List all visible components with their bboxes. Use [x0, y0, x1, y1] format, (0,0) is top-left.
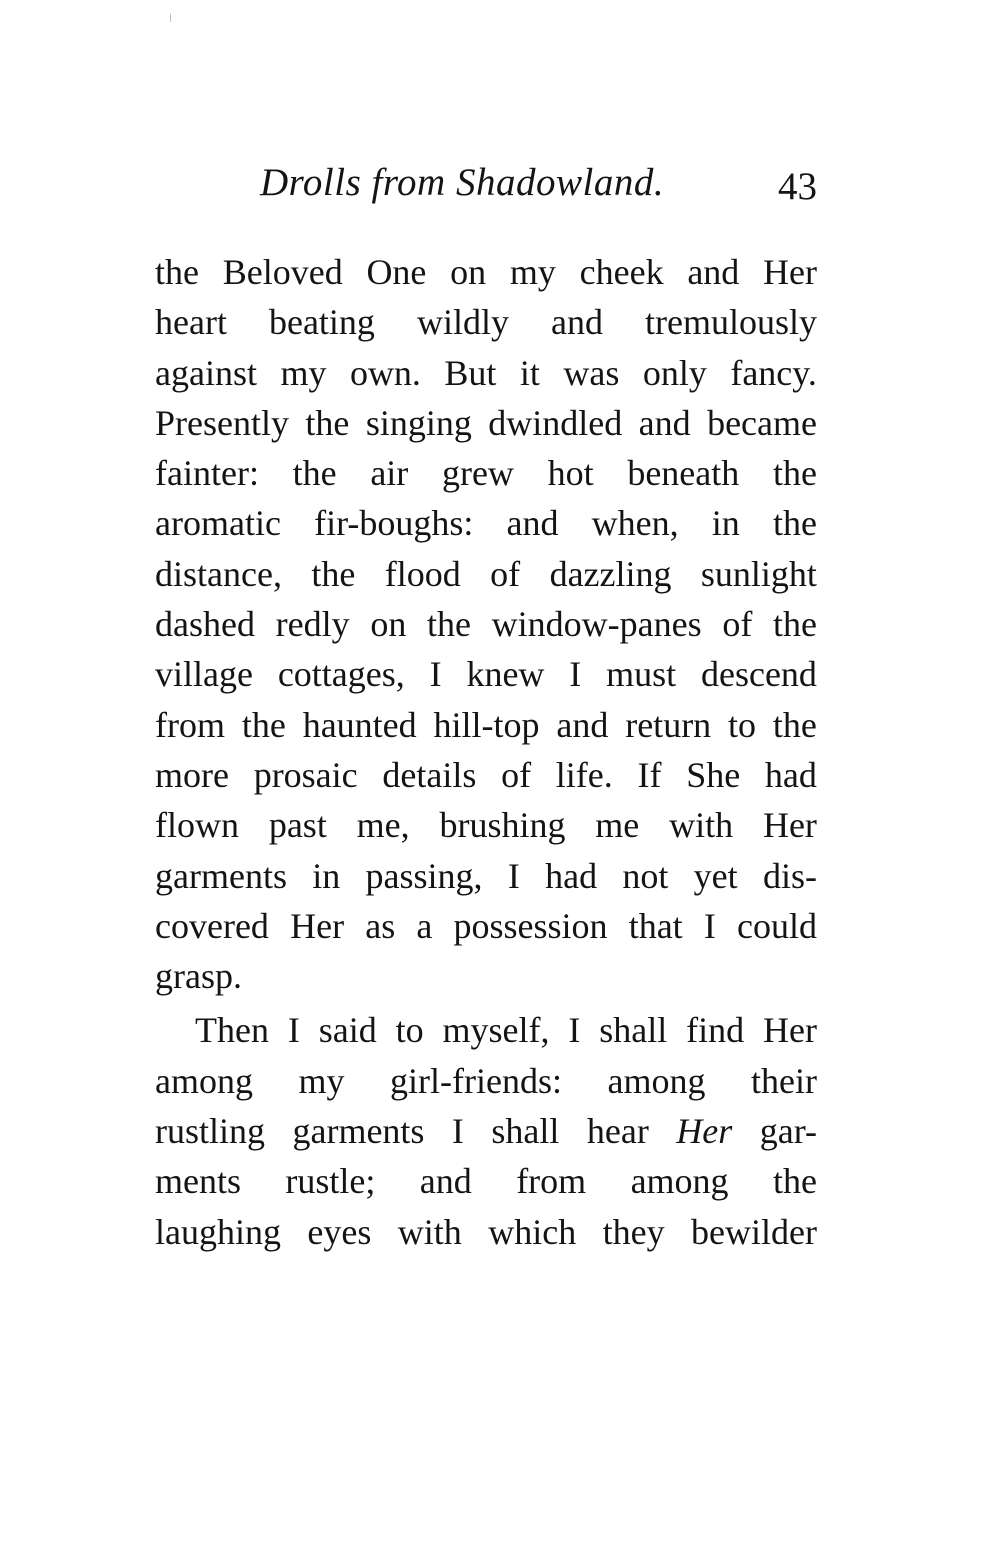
word: Presently [155, 402, 289, 443]
word: and [687, 252, 740, 292]
word: singing [365, 402, 472, 443]
text-line [155, 599, 817, 649]
word: haunted [302, 704, 417, 745]
running-title: Drolls from Shadowland. [260, 161, 665, 204]
word: the [772, 453, 817, 494]
word: laughing [155, 1211, 281, 1252]
word: yet [693, 855, 738, 896]
word: Her [290, 905, 345, 946]
word: I [569, 654, 582, 695]
word: not [622, 855, 669, 896]
word: among [155, 1060, 253, 1101]
word: grew [441, 453, 514, 494]
word: more [155, 754, 229, 795]
word: that [628, 905, 683, 946]
word: among [607, 1060, 706, 1101]
word: my [298, 1060, 345, 1101]
word: dashed [155, 604, 255, 645]
word: became [707, 402, 817, 443]
word: as [365, 905, 396, 946]
word: I [703, 905, 716, 946]
word: cottages, [277, 654, 405, 695]
word: with [397, 1211, 462, 1252]
word: the [241, 704, 286, 745]
word: hill-top [433, 704, 540, 745]
word: aromatic [155, 503, 281, 544]
text-line [155, 800, 817, 850]
word: I [287, 1010, 300, 1051]
word: Her [763, 252, 817, 292]
text-line [155, 297, 817, 347]
word: descend [700, 654, 817, 695]
text-line [155, 448, 817, 498]
word: past [268, 805, 327, 846]
word: rustle; [285, 1161, 376, 1202]
word: and [419, 1161, 472, 1202]
word: dis- [762, 855, 817, 896]
word: dwindled [488, 402, 623, 443]
word: must [606, 654, 677, 695]
text-line [155, 398, 817, 448]
word: garments [292, 1111, 425, 1152]
word: they [602, 1211, 665, 1252]
word: own. [349, 352, 421, 393]
word: Beloved [222, 252, 343, 292]
word: Her [762, 805, 817, 846]
text-line [155, 498, 817, 548]
word: the [427, 604, 471, 645]
word: their [751, 1060, 817, 1101]
word: when, [591, 503, 679, 544]
word: was [563, 352, 620, 393]
word: prosaic [253, 754, 358, 795]
word: passing, [365, 855, 483, 896]
word: the [155, 252, 199, 292]
word: the [772, 503, 817, 544]
word: I [451, 1111, 464, 1152]
word: and [556, 704, 609, 745]
word: hot [547, 453, 594, 494]
word: with [669, 805, 734, 846]
word: fancy. [730, 352, 817, 393]
word: garments [155, 855, 287, 896]
word: a [416, 905, 433, 946]
word: fir-boughs: [314, 503, 474, 544]
word: on [450, 252, 487, 292]
word: from [155, 704, 225, 745]
word: But [444, 352, 497, 393]
word: Her [676, 1111, 733, 1152]
text-line [155, 649, 817, 699]
word: She [686, 754, 741, 795]
text-line [155, 700, 817, 750]
word: and [638, 402, 691, 443]
text-line [155, 1156, 817, 1206]
word: return [625, 704, 712, 745]
word: the [772, 704, 817, 745]
text-line [155, 1207, 817, 1257]
word: myself, [442, 1010, 550, 1051]
text-line [155, 851, 817, 901]
text-line [155, 1056, 817, 1106]
word: my [509, 252, 556, 292]
scan-speck [170, 14, 171, 22]
word: of [501, 754, 532, 795]
text-line [155, 247, 817, 297]
word: to [728, 704, 757, 745]
word: it [519, 352, 540, 393]
word: flown [155, 805, 239, 846]
body-text [155, 247, 817, 1257]
word: hear [586, 1111, 649, 1152]
word: gar- [759, 1111, 817, 1152]
word: One [366, 252, 427, 292]
word: from [516, 1161, 587, 1202]
word: could [737, 905, 817, 946]
word: distance, [155, 553, 282, 594]
word: and [550, 302, 603, 343]
word: only [642, 352, 707, 393]
word: me [595, 805, 640, 846]
word: possession [453, 905, 608, 946]
word: find [686, 1010, 745, 1051]
word: tremulously [644, 302, 817, 343]
word: in [312, 855, 341, 896]
word: ments [155, 1161, 241, 1202]
text-line [155, 1005, 817, 1055]
word: rustling [155, 1111, 266, 1152]
text-line [155, 549, 817, 599]
text-line [155, 348, 817, 398]
word: had [764, 754, 817, 795]
text-line [155, 951, 817, 1001]
word: air [370, 453, 409, 494]
word: Then [195, 1010, 269, 1051]
word: eyes [307, 1211, 372, 1252]
word: village [155, 654, 253, 695]
word: grasp. [155, 956, 242, 997]
word: against [155, 352, 257, 393]
word: the [292, 453, 337, 494]
text-line [155, 1106, 817, 1156]
word: in [711, 503, 740, 544]
word: beneath [627, 453, 740, 494]
page-header [155, 160, 817, 220]
word: knew [466, 654, 545, 695]
word: and [506, 503, 559, 544]
word: bewilder [691, 1211, 817, 1252]
word: Her [762, 1010, 817, 1051]
word: the [772, 1161, 817, 1202]
word: window-panes [491, 604, 702, 645]
word: fainter: [155, 453, 259, 494]
word: I [429, 654, 442, 695]
word: of [722, 604, 753, 645]
word: beating [268, 302, 375, 343]
word: cheek [579, 252, 664, 292]
word: on [370, 604, 407, 645]
word: me, [356, 805, 410, 846]
word: brushing [439, 805, 566, 846]
word: to [395, 1010, 424, 1051]
word: said [318, 1010, 377, 1051]
word: heart [155, 302, 227, 343]
word: among [630, 1161, 729, 1202]
word: I [568, 1010, 581, 1051]
word: my [280, 352, 327, 393]
word: the [305, 402, 350, 443]
word: redly [275, 604, 350, 645]
word: the [311, 553, 356, 594]
word: of [490, 553, 521, 594]
word: covered [155, 905, 269, 946]
text-line [155, 750, 817, 800]
page-number: 43 [778, 165, 817, 208]
word: flood [384, 553, 461, 594]
word: wildly [416, 302, 509, 343]
word: the [773, 604, 817, 645]
word: girl-friends: [390, 1060, 562, 1101]
word: details [382, 754, 477, 795]
word: dazzling [549, 553, 672, 594]
word: sunlight [700, 553, 817, 594]
word: shall [491, 1111, 560, 1152]
word: life. [555, 754, 613, 795]
text-line [155, 901, 817, 951]
word: If [637, 754, 662, 795]
word: shall [599, 1010, 668, 1051]
word: had [545, 855, 598, 896]
word: I [507, 855, 520, 896]
word: which [488, 1211, 577, 1252]
